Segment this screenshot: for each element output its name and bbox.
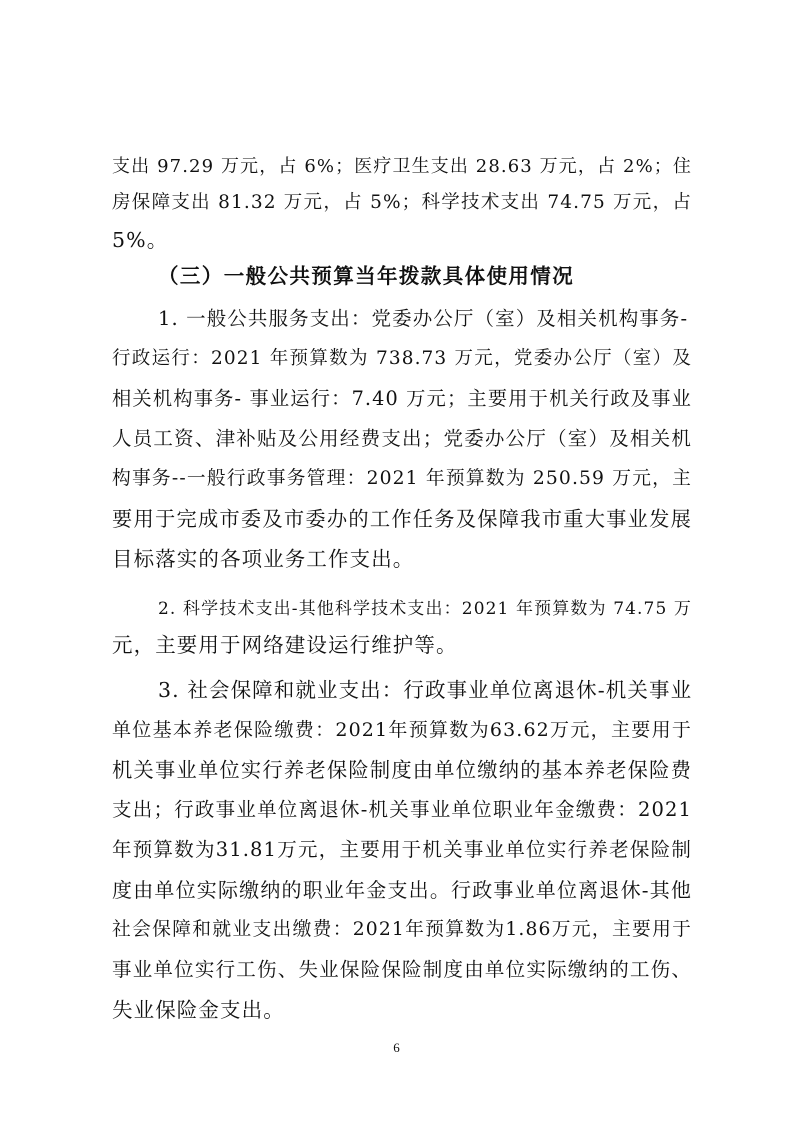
- text-line: 事业单位实行工伤、失业保险保险制度由单位实际缴纳的工伤、: [112, 958, 692, 981]
- text-line: 失业保险金支出。: [112, 998, 285, 1022]
- text-line: 5%。: [112, 228, 169, 252]
- page-number: 6: [393, 1040, 400, 1055]
- text-line: 要用于完成市委及市委办的工作任务及保障我市重大事业发展: [112, 507, 692, 531]
- text-line: 支出 97.29 万元，占 6%；医疗卫生支出 28.63 万元，占 2%；住: [112, 156, 692, 177]
- text-line: 3. 社会保障和就业支出：行政事业单位离退休-机关事业: [158, 678, 693, 702]
- text-line: 构事务--一般行政事务管理：2021 年预算数为 250.59 万元，主: [112, 468, 692, 489]
- text-line: 房保障支出 81.32 万元，占 5%；科学技术支出 74.75 万元，占: [112, 192, 692, 213]
- text-line: 年预算数为31.81万元，主要用于机关事业单位实行养老保险制: [112, 838, 692, 861]
- text-line: 度由单位实际缴纳的职业年金支出。行政事业单位离退休-其他: [112, 878, 692, 902]
- text-line: 相关机构事务- 事业运行：7.40 万元；主要用于机关行政及事业: [112, 387, 692, 410]
- text-line: 元，主要用于网络建设运行维护等。: [112, 633, 458, 657]
- text-line: 社会保障和就业支出缴费：2021年预算数为1.86万元，主要用于: [112, 919, 692, 940]
- section-heading: （三）一般公共预算当年拨款具体使用情况: [158, 264, 575, 288]
- text-line: 1. 一般公共服务支出：党委办公厅（室）及相关机构事务-: [158, 307, 689, 330]
- text-line: 目标落实的各项业务工作支出。: [112, 547, 415, 571]
- text-line: 机关事业单位实行养老保险制度由单位缴纳的基本养老保险费: [112, 758, 692, 782]
- text-line: 支出；行政事业单位离退休-机关事业单位职业年金缴费：2021: [112, 798, 692, 821]
- text-line: 2. 科学技术支出-其他科学技术支出：2021 年预算数为 74.75 万: [158, 599, 692, 619]
- text-line: 单位基本养老保险缴费：2021年预算数为63.62万元，主要用于: [112, 719, 692, 741]
- text-line: 人员工资、津补贴及公用经费支出；党委办公厅（室）及相关机: [112, 427, 692, 450]
- text-line: 行政运行：2021 年预算数为 738.73 万元，党委办公厅（室）及: [112, 348, 692, 369]
